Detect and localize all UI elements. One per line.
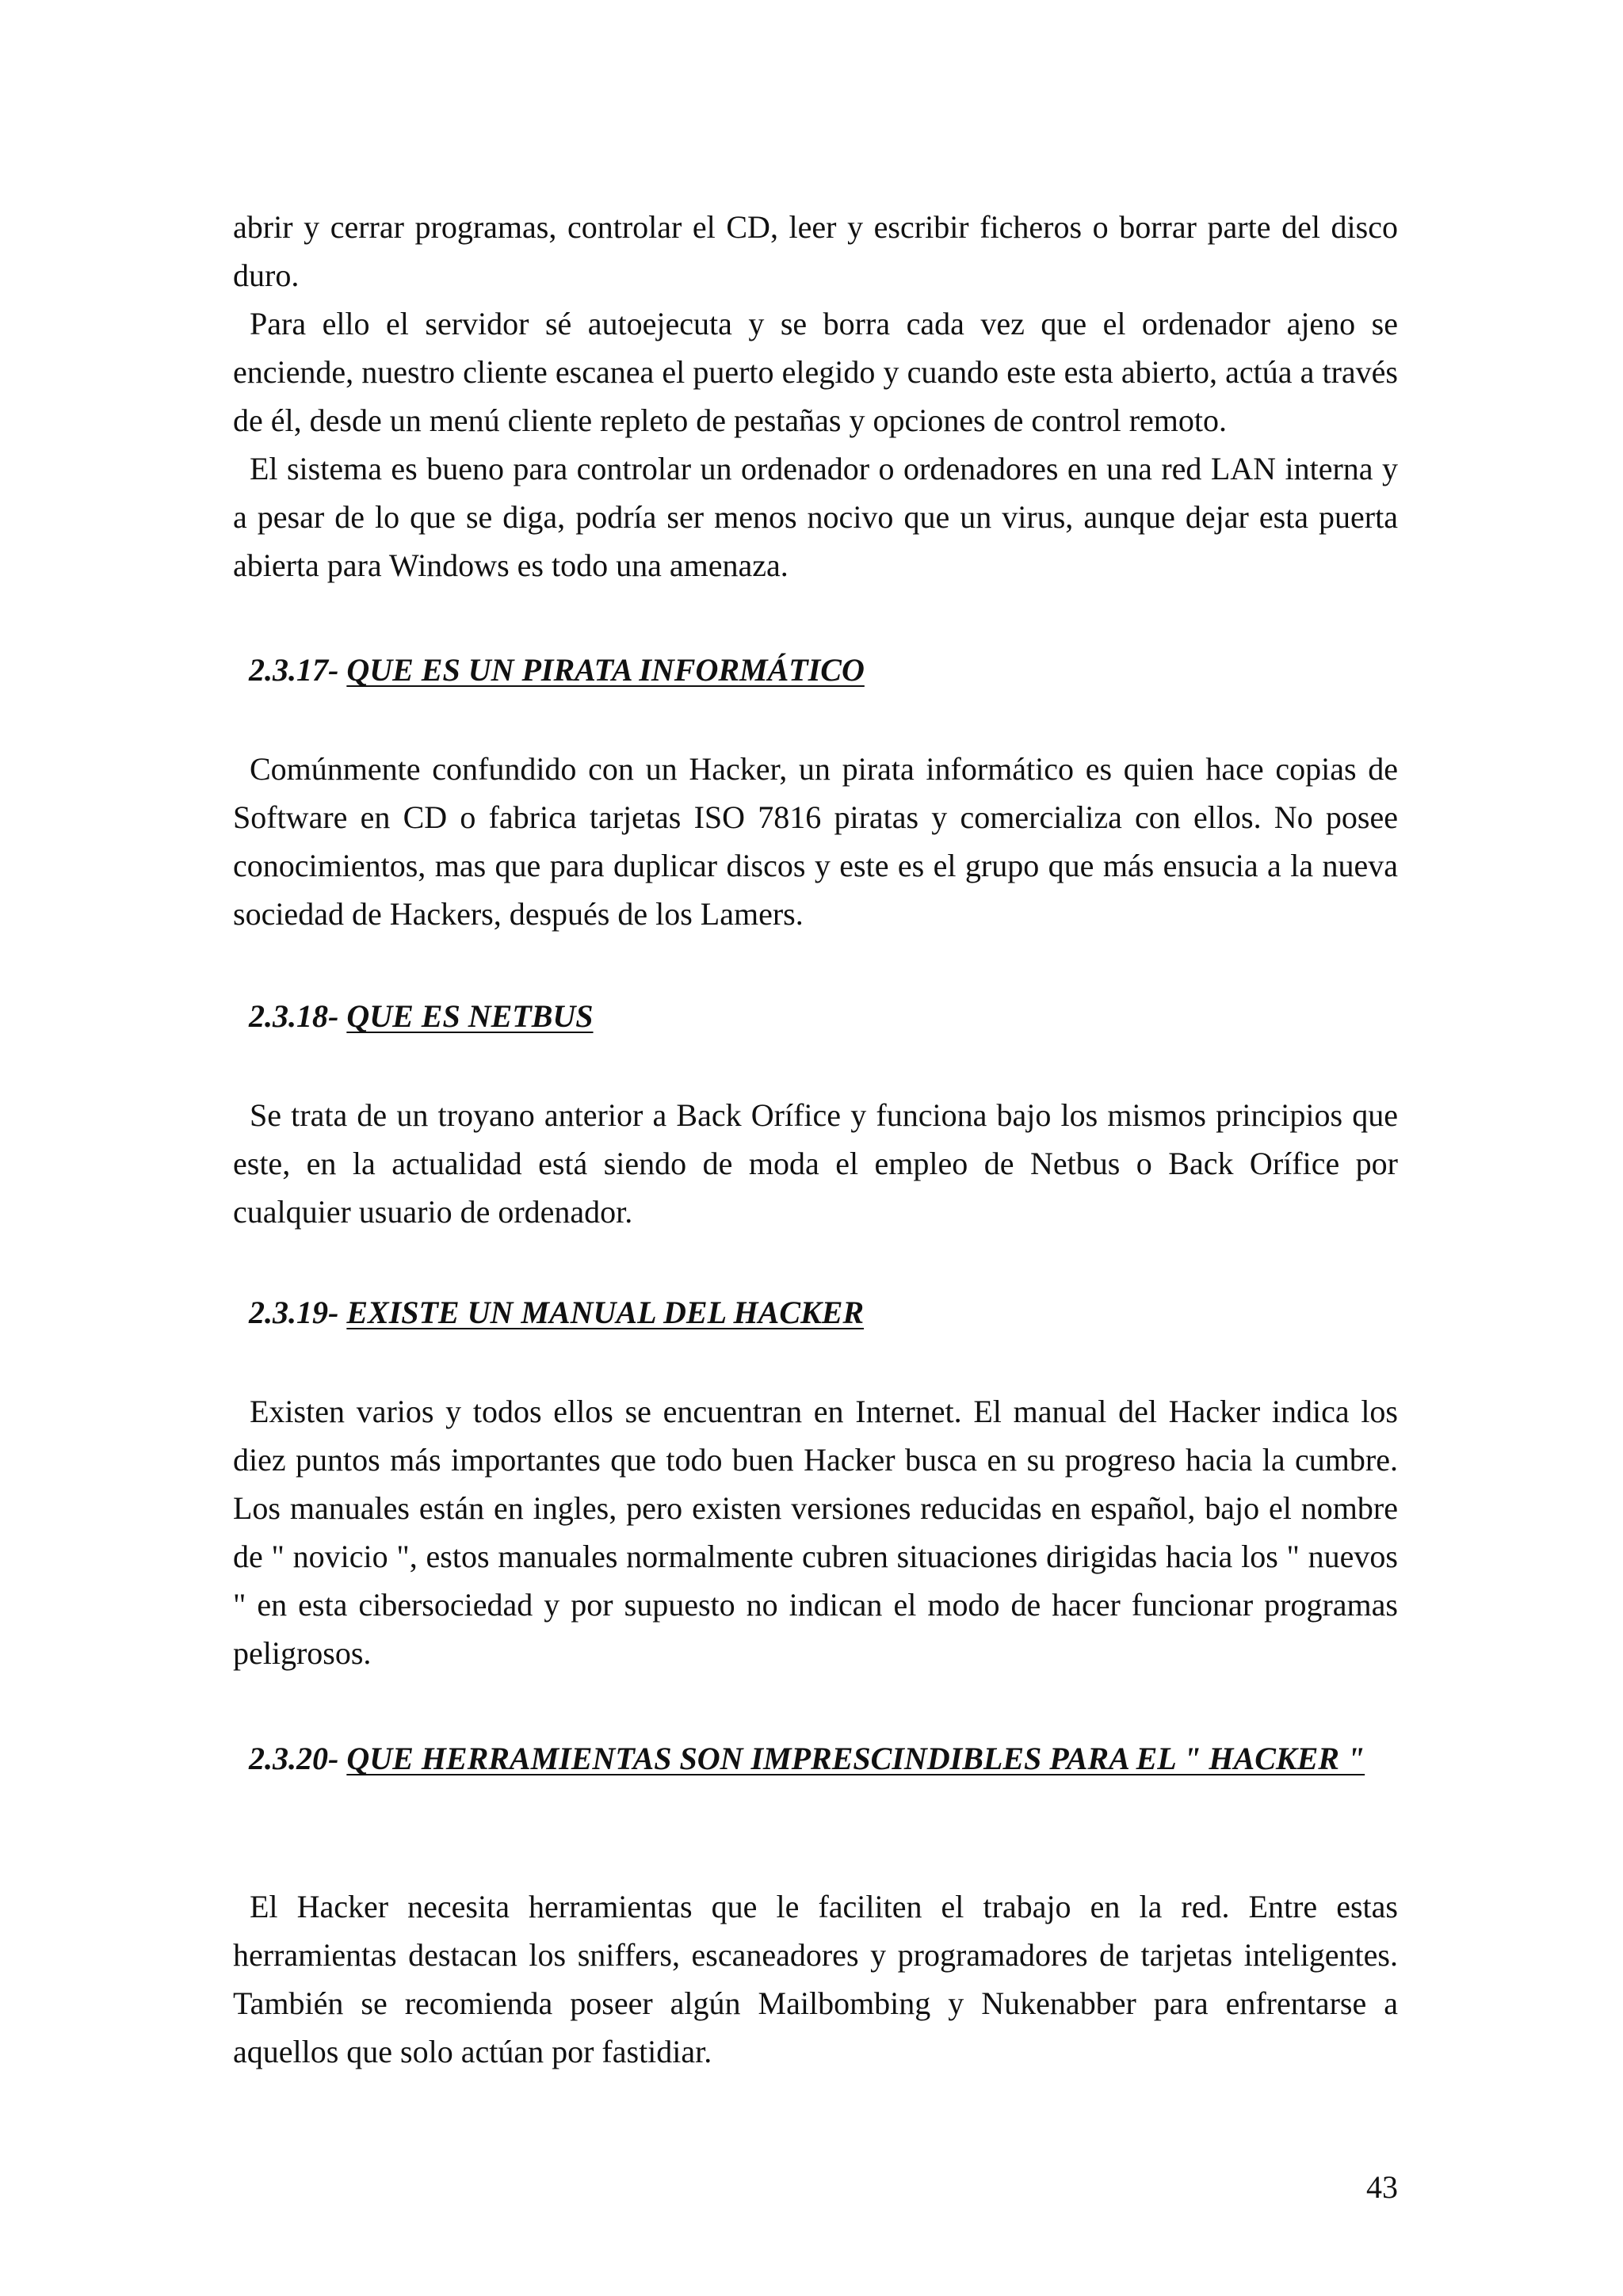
section-number: 2.3.18- bbox=[249, 998, 339, 1034]
section-title: QUE HERRAMIENTAS SON IMPRESCINDIBLES PARA EL " HACKER " bbox=[346, 1741, 1365, 1776]
page-number: 43 bbox=[1366, 2169, 1398, 2205]
section-heading-2-3-19 bbox=[249, 1288, 1398, 1337]
section-paragraph: Se trata de un troyano anterior a Back Orífice y funciona bajo los mismos principios que este, en la actualidad está siendo de moda el empleo de Netbus o Back Orífice por cualquier usuario de ordenador. bbox=[233, 1097, 1398, 1230]
intro-paragraph-3: El sistema es bueno para controlar un ordenador o ordenadores en una red LAN interna y a pesar de lo que se diga, podría ser menos nocivo que un virus, aunque dejar esta puerta abierta para Windows es todo una amenaza. bbox=[233, 451, 1398, 583]
section-paragraph: El Hacker necesita herramientas que le faciliten el trabajo en la red. Entre estas herramientas destacan los sniffers, escaneadores y programadores de tarjetas inteligentes. También se recomienda poseer algún Mailbombing y Nukenabber para enfrentarse a aquellos que solo actúan por fastidiar. bbox=[233, 1889, 1398, 2069]
intro-text bbox=[233, 203, 1398, 589]
section-number: 2.3.19- bbox=[249, 1295, 339, 1330]
section-number: 2.3.20- bbox=[249, 1741, 339, 1776]
section-paragraph: Comúnmente confundido con un Hacker, un pirata informático es quien hace copias de Software en CD o fabrica tarjetas ISO 7816 piratas y comercializa con ellos. No posee conocimientos, mas que para duplicar discos y este es el grupo que más ensucia a la nueva sociedad de Hackers, después de los Lamers. bbox=[233, 751, 1398, 932]
section-title: QUE ES UN PIRATA INFORMÁTICO bbox=[346, 652, 865, 688]
section-title: EXISTE UN MANUAL DEL HACKER bbox=[346, 1295, 865, 1330]
section-body-2-3-20 bbox=[233, 1882, 1398, 2076]
section-body-2-3-17 bbox=[233, 745, 1398, 938]
section-paragraph: Existen varios y todos ellos se encuentran en Internet. El manual del Hacker indica los diez puntos más importantes que todo buen Hacker busca en su progreso hacia la cumbre. Los manuales están en ingles, pero existen versiones reducidas en español, bajo el nombre de " novicio ", estos manuales normalmente cubren situaciones dirigidas hacia los " nuevos " en esta cibersociedad y por supuesto no indican el modo de hacer funcionar programas peligrosos. bbox=[233, 1394, 1398, 1671]
section-body-2-3-19 bbox=[233, 1387, 1398, 1677]
section-body-2-3-18 bbox=[233, 1091, 1398, 1236]
section-number: 2.3.17- bbox=[249, 652, 339, 688]
section-heading-2-3-18 bbox=[249, 992, 1398, 1040]
section-heading-2-3-17 bbox=[249, 646, 1398, 694]
section-title: QUE ES NETBUS bbox=[346, 998, 594, 1034]
intro-paragraph-2: Para ello el servidor sé autoejecuta y se borra cada vez que el ordenador ajeno se enciende, nuestro cliente escanea el puerto elegido y cuando este esta abierto, actúa a través de él, desde un menú cliente repleto de pestañas y opciones de control remoto. bbox=[233, 306, 1398, 438]
intro-paragraph-1: abrir y cerrar programas, controlar el CD, leer y escribir ficheros o borrar parte del disco duro. bbox=[233, 209, 1398, 293]
section-heading-2-3-20 bbox=[249, 1734, 1398, 1783]
